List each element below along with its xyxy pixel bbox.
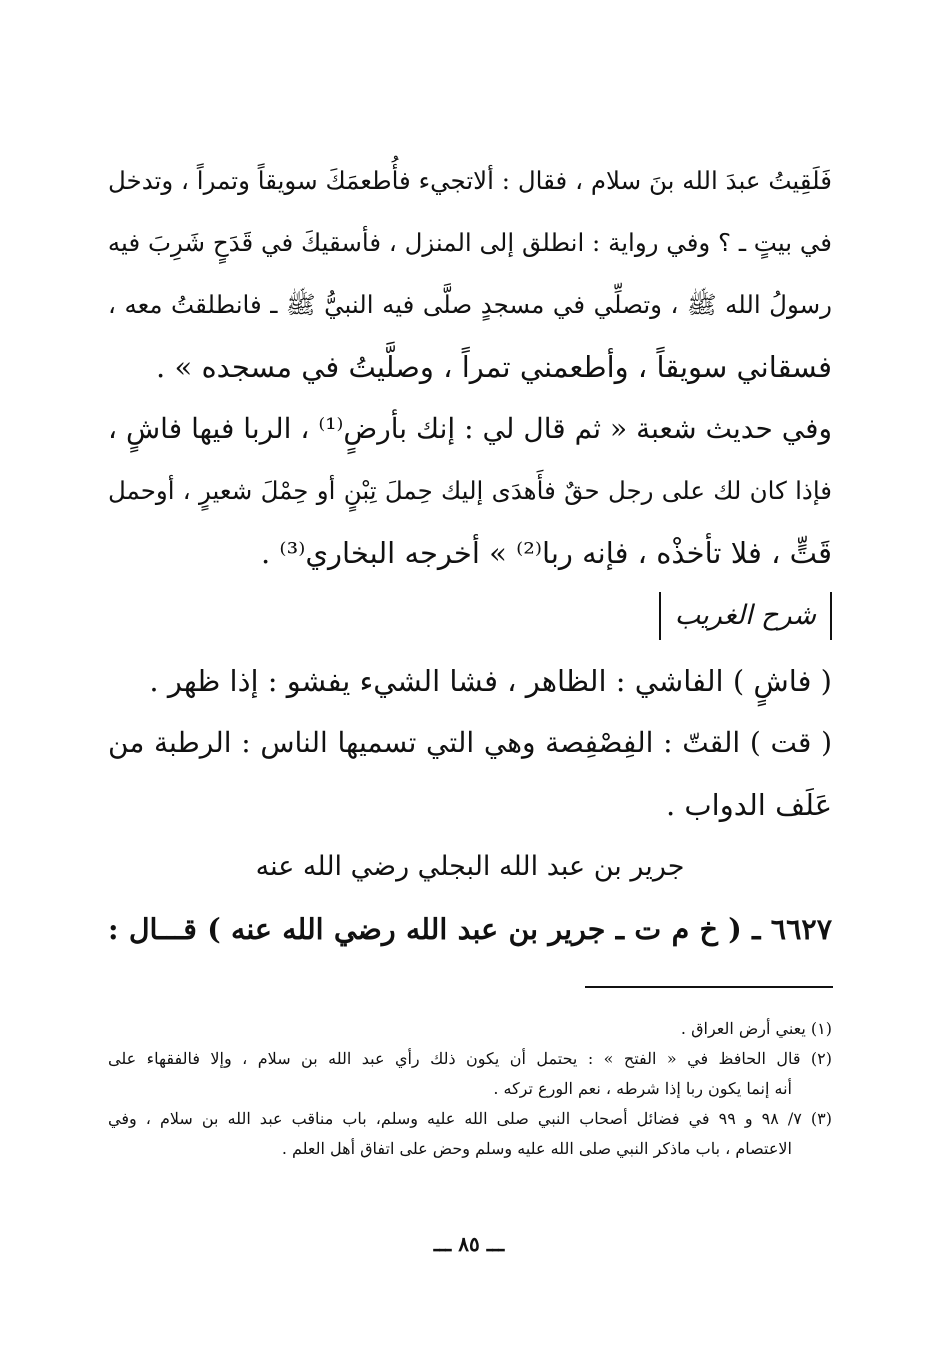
- section-title: جرير بن عبد الله البجلي رضي الله عنه: [255, 851, 685, 882]
- footnote-line: (٢) قال الحافظ في « الفتح » : يحتمل أن يكون ذلك رأي عبد الله بن سلام ، وإلا فالفقهاء على: [108, 1049, 833, 1068]
- text-line: قَتٍّ ، فلا تأخذْه ، فإنه ربا⁽²⁾ » أخرجه البخاري⁽³⁾ .: [261, 536, 832, 570]
- gloss-heading-wrapper: [108, 584, 832, 650]
- gloss-heading: [659, 592, 832, 640]
- hadith-header: ٦٦٢٧ ـ ( خ م ت ـ جرير بن عبد الله رضي الله عنه ) قـــال :: [108, 912, 832, 946]
- text-line: فسقاني سويقاً ، وأطعمني تمراً ، وصلَّيتُ في مسجده » .: [156, 350, 832, 384]
- text-line: وفي حديث شعبة « ثم قال لي : إنك بأرضٍ⁽¹⁾ ، الربا فيها فاشٍ ،: [108, 412, 832, 445]
- main-text: [108, 150, 832, 960]
- footnote-line: الاعتصام ، باب ماذكر النبي صلى الله عليه وسلم وحض على اتفاق أهل العلم .: [281, 1139, 792, 1158]
- gloss-line: ( فاشٍ ) الفاشي : الظاهر ، فشا الشيء يفشو : إذا ظهر .: [149, 664, 832, 698]
- text-line: رسولُ الله ﷺ ، وتصلِّي في مسجدٍ صلَّى فيه النبيُّ ﷺ ـ فانطلقتُ معه ،: [108, 290, 832, 319]
- gloss-line: ( قت ) القتّ : الفِصْفِصة وهي التي تسميها الناس : الرطبة من: [108, 726, 832, 759]
- footnote-divider: [585, 986, 833, 988]
- text-line: فَلَقِيتُ عبدَ الله بنَ سلام ، فقال : ألاتجيء فأُطعمَكَ سويقاً وتمراً ، وتدخل: [108, 166, 832, 195]
- footnote-line: أنه إنما يكون ربا إذا شرطه ، نعم الورع تركه .: [493, 1079, 792, 1098]
- footnote-line: (٣) ٧/ ٩٨ و ٩٩ في فضائل أصحاب النبي صلى الله عليه وسلم، باب مناقب عبد الله بن سلام ، وفي: [108, 1109, 833, 1128]
- gloss-line: عَلَف الدواب .: [665, 788, 832, 822]
- text-line: فإذا كان لك على رجل حقٌ فأَهدَى إليك حِملَ تِبْنٍ أو حِمْلَ شعيرٍ ، أوحمل: [108, 476, 832, 505]
- text-line: في بيتٍ ـ ؟ وفي رواية : انطلق إلى المنزل ، فأسقيكَ في قَدَحٍ شَرِبَ فيه: [107, 228, 832, 257]
- footnote-line: (١) يعني أرض العراق .: [680, 1019, 832, 1038]
- gloss-heading-label: شرح الغريب: [674, 600, 816, 631]
- page-number: ـــ ٨٥ ـــ: [433, 1232, 505, 1256]
- footnotes: [108, 1014, 832, 1164]
